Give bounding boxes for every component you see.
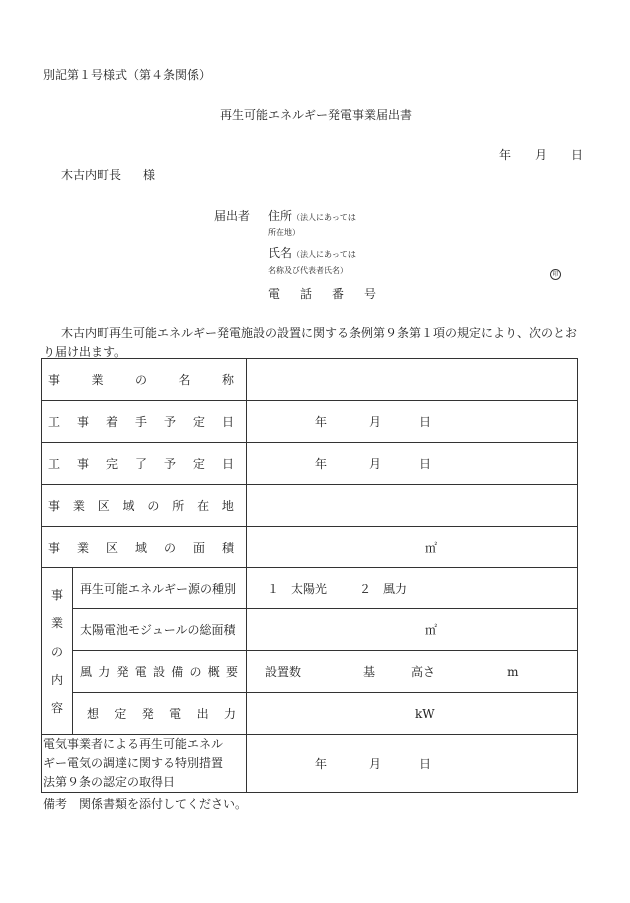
- form-label: 別記第１号様式（第４条関係）: [43, 68, 212, 82]
- row-area-location: [42, 485, 578, 527]
- address-note-2: 所在地）: [268, 228, 300, 237]
- certification-date-field[interactable]: 年 月 日: [247, 735, 578, 793]
- wind-overview-field[interactable]: 設置数 基 高さ m: [247, 651, 578, 693]
- area-location-label: 事 業 区 域 の 所 在 地: [42, 485, 247, 527]
- remarks: 備考 関係書類を添付してください。: [43, 797, 248, 811]
- address-label: 住所: [268, 209, 293, 223]
- output-label: 想 定 発 電 出 力: [73, 693, 247, 735]
- application-table: [41, 358, 578, 793]
- row-energy-type: [42, 568, 578, 609]
- name-note: （法人にあっては: [292, 250, 356, 259]
- row-business-name: [42, 359, 578, 401]
- row-wind-overview: [42, 651, 578, 693]
- row-start-date: [42, 401, 578, 443]
- year-label: 年: [499, 148, 512, 162]
- certification-date-label: 電気事業者による再生可能エネル ギー電気の調達に関する特別措置 法第９条の認定の取得日: [42, 735, 247, 793]
- solar-area-field[interactable]: ㎡: [247, 609, 578, 651]
- output-field[interactable]: kW: [247, 693, 578, 735]
- solar-area-label: 太陽電池モジュールの総面積: [73, 609, 247, 651]
- complete-date-label: 工 事 完 了 予 定 日: [42, 443, 247, 485]
- row-certification-date: [42, 735, 578, 793]
- name-note-2: 名称及び代表者氏名）: [268, 266, 348, 275]
- day-label: 日: [571, 148, 584, 162]
- applicant-label: 届出者: [214, 209, 251, 223]
- start-date-label: 工 事 着 手 予 定 日: [42, 401, 247, 443]
- business-name-field[interactable]: [247, 359, 578, 401]
- wind-overview-label: 風 力 発 電 設 備 の 概 要: [73, 651, 247, 693]
- intro-text-line-1: 木古内町再生可能エネルギー発電施設の設置に関する条例第９条第１項の規定により、次のとお: [61, 326, 578, 340]
- address-row: [268, 207, 356, 224]
- addressee-name: 木古内町長: [61, 168, 122, 182]
- energy-type-field[interactable]: １ 太陽光 ２ 風力: [247, 568, 578, 609]
- addressee-honorific: 様: [143, 168, 156, 182]
- name-label: 氏名: [268, 246, 293, 260]
- content-group-label: 事 業 の 内 容: [42, 568, 73, 735]
- document-title: 再生可能エネルギー発電事業届出書: [220, 108, 413, 122]
- seal-mark: 印: [550, 265, 561, 280]
- address-note: （法人にあっては: [292, 213, 356, 222]
- phone-label: 電 話 番 号: [268, 287, 377, 301]
- area-size-label: 事 業 区 域 の 面 積: [42, 527, 247, 568]
- area-size-field[interactable]: ㎡: [247, 527, 578, 568]
- complete-date-field[interactable]: 年 月 日: [247, 443, 578, 485]
- name-row: [268, 244, 356, 261]
- start-date-field[interactable]: 年 月 日: [247, 401, 578, 443]
- area-location-field[interactable]: [247, 485, 578, 527]
- row-area-size: [42, 527, 578, 568]
- energy-type-label: 再生可能エネルギー源の種別: [73, 568, 247, 609]
- date-line: [499, 146, 583, 163]
- month-label: 月: [535, 148, 548, 162]
- business-name-label: 事 業 の 名 称: [42, 359, 247, 401]
- row-complete-date: [42, 443, 578, 485]
- addressee: [61, 166, 155, 183]
- intro-text-line-2: り届け出ます。: [43, 345, 127, 359]
- row-output: [42, 693, 578, 735]
- row-solar-area: [42, 609, 578, 651]
